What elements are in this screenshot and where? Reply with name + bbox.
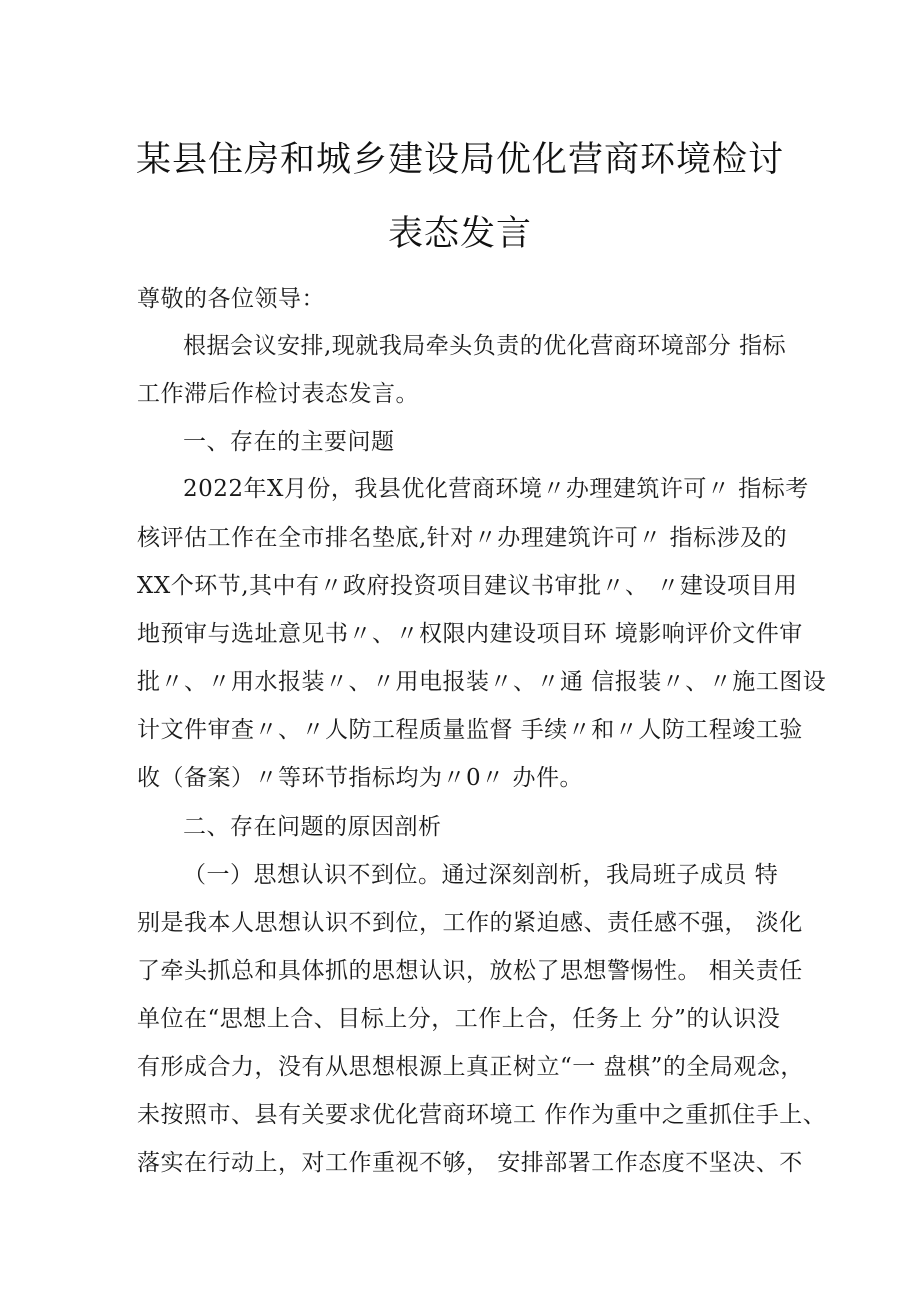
paragraph-line: 工作滞后作检讨表态发言。 xyxy=(137,381,419,407)
paragraph-line: 批〃、〃用水报装〃、〃用电报装〃、〃通 信报装〃、〃施工图设 xyxy=(137,669,827,695)
paragraph-line: （一）思想认识不到位。通过深刻剖析，我局班子成员 特 xyxy=(183,862,779,888)
section-heading: 二、存在问题的原因剖析 xyxy=(183,814,442,840)
paragraph-line: 别是我本人思想认识不到位，工作的紧迫感、责任感不强， 淡化 xyxy=(137,910,803,936)
paragraph-line: 有形成合力，没有从思想根源上真正树立“一 盘棋”的全局观念， xyxy=(137,1054,804,1080)
document-title-line2: 表态发言 xyxy=(387,214,532,254)
paragraph-line: 收（备案）〃等环节指标均为〃0〃 办件。 xyxy=(137,765,583,791)
section-heading: 一、存在的主要问题 xyxy=(183,429,395,455)
paragraph-line: XX个环节,其中有〃政府投资项目建议书审批〃、 〃建设项目用 xyxy=(137,573,798,599)
paragraph-line: 根据会议安排,现就我局牵头负责的优化营商环境部分 指标 xyxy=(183,333,787,359)
paragraph-line: 2022年X月份，我县优化营商环境〃办理建筑许可〃 指标考 xyxy=(183,476,809,502)
paragraph-line: 计文件审查〃、〃人防工程质量监督 手续〃和〃人防工程竣工验 xyxy=(137,717,803,743)
salutation: 尊敬的各位领导： xyxy=(137,286,325,312)
paragraph-line: 地预审与选址意见书〃、〃权限内建设项目环 境影响评价文件审 xyxy=(137,621,803,647)
paragraph-line: 落实在行动上，对工作重视不够， 安排部署工作态度不坚决、不 xyxy=(137,1150,803,1176)
paragraph-line: 核评估工作在全市排名垫底,针对〃办理建筑许可〃 指标涉及的 xyxy=(137,525,788,551)
document-title: 某县住房和城乡建设局优化营商环境检讨 xyxy=(135,140,784,180)
paragraph-line: 未按照市、县有关要求优化营商环境工 作作为重中之重抓住手上、 xyxy=(137,1102,827,1128)
paragraph-line: 了牵头抓总和具体抓的思想认识，放松了思想警惕性。 相关责任 xyxy=(137,958,803,984)
paragraph-line: 单位在“思想上合、目标上分，工作上合，任务上 分”的认识没 xyxy=(137,1006,781,1032)
